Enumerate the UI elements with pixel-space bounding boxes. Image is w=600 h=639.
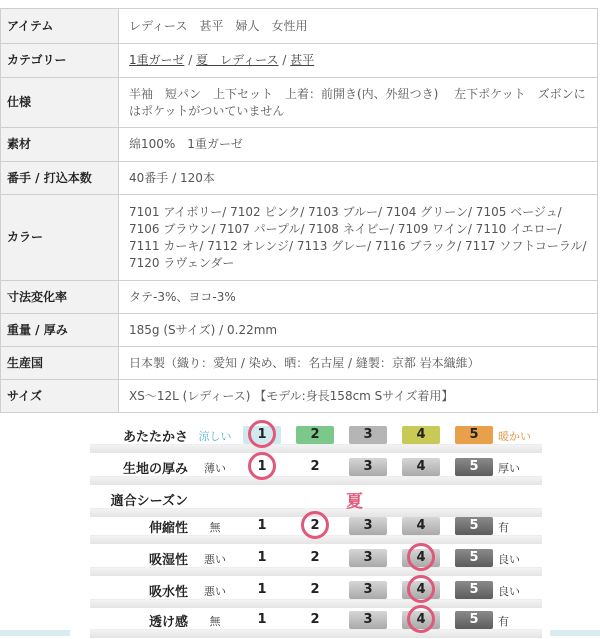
rating-box-3: 3 (349, 426, 387, 444)
rating-label: 吸湿性 (148, 553, 188, 568)
spec-key: 仕様 (1, 78, 119, 128)
spec-row-shrink (1, 281, 598, 314)
spec-row-origin (1, 347, 598, 380)
spec-key: 生産国 (1, 347, 119, 380)
decorative-strip-left (0, 630, 70, 636)
rating-box-5: 5 (455, 549, 493, 567)
rating-box-1: 1 (243, 517, 281, 535)
spec-row-yarn (1, 162, 598, 195)
spec-value: タテ-3%、ヨコ-3% (119, 281, 598, 314)
selected-marker-circle (301, 511, 329, 539)
rating-box-4: 4 (402, 426, 440, 444)
rating-row-transparency (90, 607, 542, 639)
rating-box-2: 2 (296, 517, 334, 535)
rating-box-2: 2 (296, 581, 334, 599)
category-link-jinbei[interactable]: 甚平 (290, 53, 315, 67)
rating-low-label: 悪い (204, 585, 226, 598)
rating-low-label: 薄い (204, 462, 226, 475)
spec-row-category (1, 44, 598, 78)
rating-box-5: 5 (455, 581, 493, 599)
spec-key: カテゴリー (1, 44, 119, 78)
rating-box-1: 1 (243, 611, 281, 629)
spec-value: 綿100% 1重ガーゼ (119, 128, 598, 162)
spec-key: 重量 / 厚み (1, 314, 119, 347)
rating-high-label: 有 (498, 521, 509, 534)
rating-high-label: 良い (498, 585, 520, 598)
category-link-summer-ladies[interactable]: 夏 レディース (196, 53, 279, 67)
rating-low-label: 無 (209, 521, 221, 534)
spec-key: アイテム (1, 9, 119, 44)
rating-box-3: 3 (349, 549, 387, 567)
spec-row-material (1, 128, 598, 162)
rating-box-4: 4 (402, 517, 440, 535)
rating-bar (90, 476, 542, 485)
spec-value: 日本製（織り：愛知 / 染め、晒：名古屋 / 縫製：京都 岩本織維） (119, 347, 598, 380)
rating-row-thickness (90, 454, 542, 486)
rating-box-2: 2 (296, 549, 334, 567)
rating-box-4: 4 (402, 581, 440, 599)
selected-marker-circle (407, 605, 435, 633)
rating-box-4: 4 (402, 611, 440, 629)
rating-label: 吸水性 (148, 585, 188, 600)
rating-label: 適合シーズン (110, 494, 188, 509)
rating-box-4: 4 (402, 458, 440, 476)
spec-value: 半袖 短パン 上下セット 上着：前開き(内、外紐つき) 左下ポケット ズボンにはポケットがついていません (119, 78, 598, 128)
season-value: 夏 (346, 492, 363, 512)
rating-row-moisture-absorption (90, 545, 542, 577)
rating-low-label: 涼しい (198, 430, 232, 443)
rating-high-label: 厚い (498, 462, 520, 475)
rating-label: 伸縮性 (148, 521, 188, 536)
spec-value: 185g (Sサイズ) / 0.22mm (119, 314, 598, 347)
rating-label: 透け感 (148, 615, 188, 630)
rating-high-label: 良い (498, 553, 520, 566)
rating-high-label: 暖かい (498, 430, 531, 443)
rating-box-2: 2 (296, 611, 334, 629)
decorative-strip-right (550, 630, 600, 636)
selected-marker-circle (407, 543, 435, 571)
rating-box-5: 5 (455, 611, 493, 629)
rating-box-3: 3 (349, 581, 387, 599)
spec-table (0, 8, 598, 413)
category-separator: / (184, 53, 197, 67)
rating-label: 生地の厚み (122, 462, 188, 477)
rating-row-warmth (90, 422, 542, 454)
rating-box-3: 3 (349, 517, 387, 535)
category-separator: / (278, 53, 291, 67)
rating-bar (90, 567, 542, 576)
spec-row-item (1, 9, 598, 44)
rating-box-1: 1 (243, 458, 281, 476)
spec-key: 素材 (1, 128, 119, 162)
spec-row-size (1, 380, 598, 413)
rating-box-5: 5 (455, 458, 493, 476)
rating-high-label: 有 (498, 615, 509, 628)
rating-box-1: 1 (243, 426, 281, 444)
spec-key: サイズ (1, 380, 119, 413)
fabric-rating-panel (90, 418, 542, 636)
rating-box-5: 5 (455, 426, 493, 444)
spec-key: 番手 / 打込本数 (1, 162, 119, 195)
spec-key: 寸法変化率 (1, 281, 119, 314)
rating-box-2: 2 (296, 458, 334, 476)
spec-value: レディース 甚平 婦人 女性用 (119, 9, 598, 44)
spec-key: カラー (1, 195, 119, 281)
spec-row-color (1, 195, 598, 281)
rating-box-1: 1 (243, 581, 281, 599)
rating-box-1: 1 (243, 549, 281, 567)
rating-box-2: 2 (296, 426, 334, 444)
rating-box-5: 5 (455, 517, 493, 535)
rating-bar (90, 444, 542, 453)
rating-low-label: 悪い (204, 553, 226, 566)
spec-row-spec (1, 78, 598, 128)
rating-row-stretch (90, 513, 542, 545)
selected-marker-circle (248, 420, 276, 448)
category-link-gauze[interactable]: 1重ガーゼ (129, 53, 185, 67)
rating-low-label: 無 (209, 615, 221, 628)
rating-box-3: 3 (349, 458, 387, 476)
rating-bar (90, 629, 542, 638)
spec-value: 40番手 / 120本 (119, 162, 598, 195)
spec-value (119, 44, 598, 78)
spec-value: 7101 アイボリー/ 7102 ピンク/ 7103 ブルー/ 7104 グリーン/ 7105 ベージュ/ 7106 ブラウン/ 7107 パープル/ 7108 ネイビー/ 7109 ワイン/ 7110 イエロー/ 7111 カーキ/ 7112 オレンジ/ 7113 グレー/ 7116 ブラック/ 7117 ソフトコーラル/ 7120 ラヴェンダー (119, 195, 598, 281)
spec-value: XS～12L (レディース) 【モデル:身長158cm Sサイズ着用】 (119, 380, 598, 413)
rating-box-4: 4 (402, 549, 440, 567)
spec-row-weight (1, 314, 598, 347)
selected-marker-circle (248, 452, 276, 480)
rating-label: あたたかさ (122, 430, 188, 445)
rating-row-water-absorption (90, 577, 542, 609)
selected-marker-circle (407, 575, 435, 603)
rating-box-3: 3 (349, 611, 387, 629)
